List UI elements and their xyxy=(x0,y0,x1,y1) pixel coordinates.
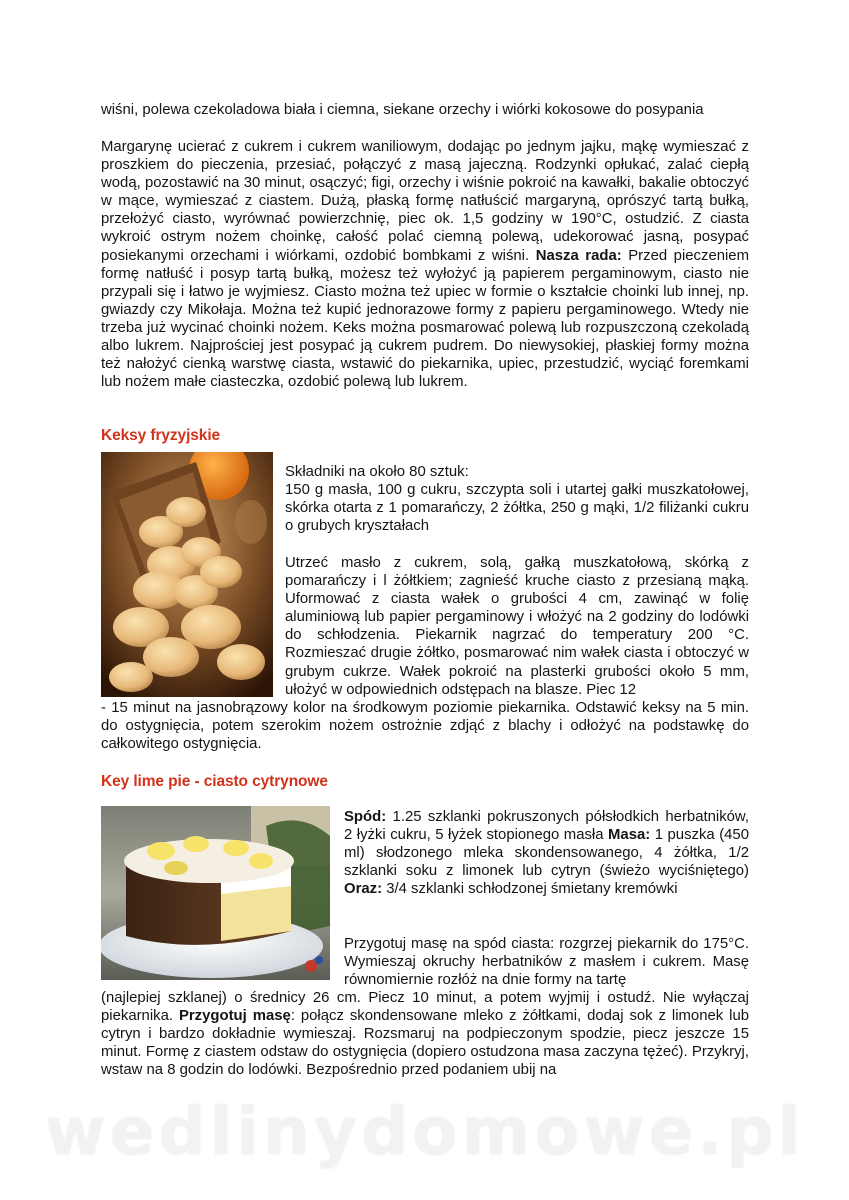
intro-method-part2: Przed pieczeniem formę natłuść i posyp tartą bułką, możesz też wyłożyć ją papierem pergaminowym, ciasto nie przypali się i łatwo je wyjmiesz. Ciasto można też upiec w formie o kształcie choinki lub innej, np. gwiazdy czy Mikołaja. Można też kupić jednorazowe formy z papieru pergaminowego. Wtedy nie trzeba już wycinać choinki nożem. Keks można posmarować polewą lub rozpuszczoną czekoladą albo lukrem. Najprościej jest posypać ją cukrem pudrem. Do niewysokiej, płaskiej formy można też nałożyć cienką warstwę ciasta, wstawić do piekarnika, upiec, przestudzić, wyciąć foremkami lub nożem małe ciasteczka, ozdobić polewą lub lukrem. xyxy=(101,247,749,391)
recipe2-method-full xyxy=(101,989,749,1079)
recipe1-title: Keksy fryzyjskie xyxy=(101,427,221,444)
recipe1-ingredients-heading: Składniki na około 80 sztuk: xyxy=(285,464,469,480)
tip-label: Nasza rada: xyxy=(535,247,622,264)
recipe2-method-side: Przygotuj masę na spód ciasta: rozgrzej piekarnik do 175°C. Wymieszaj okruchy herbatników z masłem i cukrem. Masę równomiernie rozłóż na dnie formy na tartę xyxy=(344,936,749,989)
recipe1-ingredients: 150 g masła, 100 g cukru, szczypta soli i utartej gałki muszkatołowej, skórka otarta z 1 pomarańczy, 2 żółtka, 250 g mąki, 1/2 filiżanki cukru o grubych kryształach xyxy=(285,482,749,535)
recipe1-method-full: - 15 minut na jasnobrązowy kolor na środkowym poziomie piekarnika. Odstawić keksy na 5 min. do ostygnięcia, potem szerokim nożem ostrożnie zdjąć z blachy i odłożyć na podstawkę do całkowitego ostygnięcia. xyxy=(101,700,749,753)
intro-method-paragraph xyxy=(101,138,749,391)
base-label: Spód: xyxy=(344,809,387,825)
mass-label: Masa: xyxy=(608,827,651,844)
keksy-photo xyxy=(101,452,273,697)
recipe2-method-a: (najlepiej szklanej) o średnicy 26 cm. Piecz 10 minut, a potem wyjmij i ostudź. Nie wyłączaj piekarnika. xyxy=(101,990,749,1025)
recipe2-ingredients xyxy=(344,808,749,898)
intro-method-part1: Margarynę ucierać z cukrem i cukrem waniliowym, dodając po jednym jajku, mąkę wymieszać z proszkiem do pieczenia, przesiać, połączyć z masą jajeczną. Rodzynki opłukać, zalać ciepłą wodą, pozostawić na 30 minut, osączyć; figi, orzechy i wiśnie pokroić na kawałki, bakalie obtoczyć w mące, wymieszać z ciastem. Dużą, płaską formę natłuścić margaryną, oprószyć tartą bułką, przełożyć ciasto, wyrównać powierzchnię, piec ok. 1,5 godziny w 190°C, ostudzić. Z ciasta wykroić ostrym nożem choinkę, całość polać ciemną polewą, udekorować jasną, posypać posiekanymi orzechami i wiórkami, ozdobić bombkami z wiśni. xyxy=(101,139,749,264)
base-text: 1.25 szklanki pokruszonych półsłodkich herbatników, 2 łyżki cukru, 5 łyżek stopionego masła xyxy=(344,809,749,844)
also-label: Oraz: xyxy=(344,881,383,898)
cookies-illustration xyxy=(101,452,273,697)
recipe2-method-b: : połącz skondensowane mleko z żółtkami, dodaj sok z limonek lub cytryn i bardzo dokładnie wymieszaj. Rozsmaruj na podpieczonym spodzie, piecz jeszcze 15 minut. Formę z ciastem odstaw do ostygnięcia (dopiero ostudzona masa zaczyna tężeć). Przykryj, wstaw na 8 godzin do lodówki. Bezpośrednio przed podaniem ubij na xyxy=(101,1008,750,1079)
recipe2-title: Key lime pie - ciasto cytrynowe xyxy=(101,773,328,790)
also-text: 3/4 szklanki schłodzonej śmietany kremówki xyxy=(386,881,678,898)
ingredients-tail: wiśni, polewa czekoladowa biała i ciemna, siekane orzechy i wiórki kokosowe do posypania xyxy=(101,102,704,118)
pie-illustration xyxy=(101,806,330,980)
prep-label: Przygotuj masę xyxy=(178,1008,291,1025)
recipe1-method-side: Utrzeć masło z cukrem, solą, gałką muszkatołową, skórką z pomarańczy i l żółtkiem; zagnieść kruche ciasto z przesianą mąką. Uformować z ciasta wałek o grubości 4 cm, zawinąć w folię aluminiową lub papier pergaminowy i włożyć na 2 godziny do lodówki do schłodzenia. Piekarnik nagrzać do temperatury 200 °C. Rozmieszać drugie żółtko, posmarować nim wałek ciasta i obtoczyć w grubym cukrze. Wałek pokroić na plasterki grubości około 5 mm, ułożyć w odpowiednich odstępach na blasze. Piec 12 xyxy=(285,555,749,698)
mass-text: 1 puszka (450 ml) słodzonego mleka skondensowanego, 4 żółtka, 1/2 szklanki soku z limonek lub cytryn (świeżo wyciśniętego) xyxy=(344,827,749,880)
watermark-text: wedlinydomowe.pl xyxy=(44,1093,805,1170)
lime-pie-photo xyxy=(101,806,330,980)
